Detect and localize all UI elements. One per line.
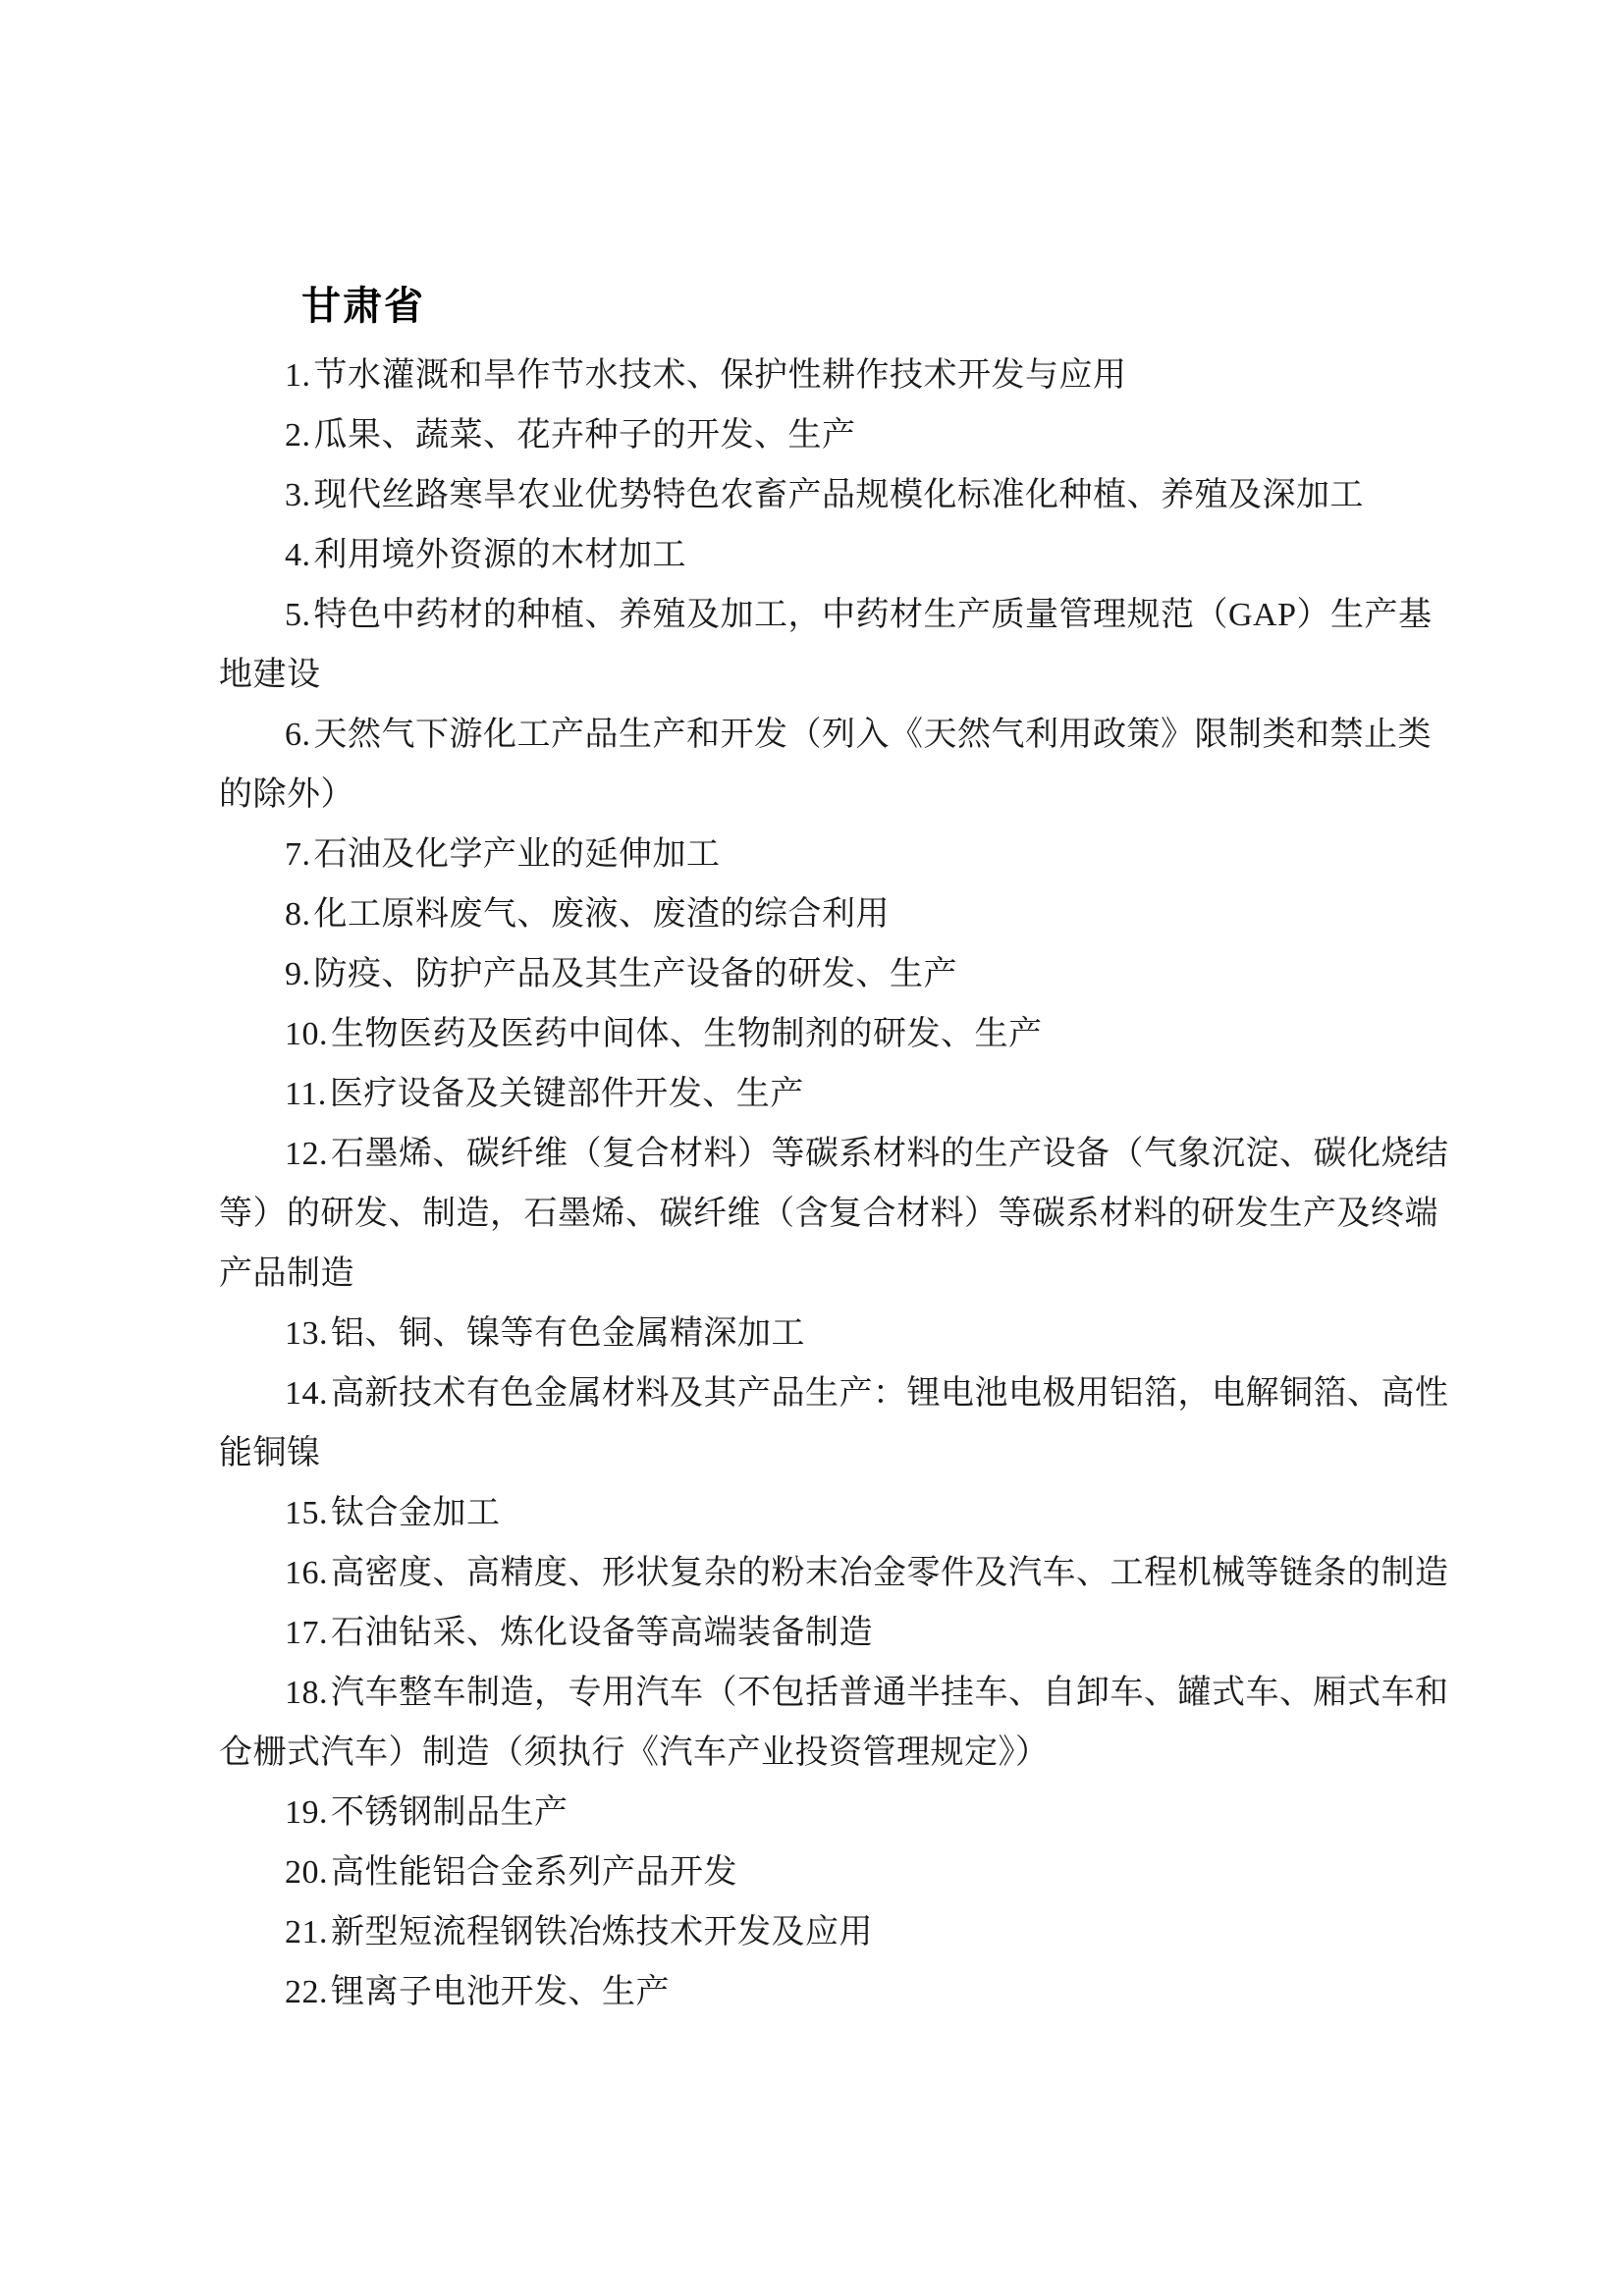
- item-text: 利用境外资源的木材加工: [313, 537, 686, 573]
- item-number: 11.: [285, 1076, 327, 1112]
- item-text: 锂离子电池开发、生产: [331, 1974, 670, 2010]
- list-item: [219, 465, 1457, 525]
- item-wrapped-line: 地建设: [219, 657, 321, 693]
- item-first-line: [219, 1483, 1457, 1543]
- item-text: 不锈钢制品生产: [331, 1794, 568, 1831]
- item-wrapped-line: 仓栅式汽车）制造（须执行《汽车产业投资管理规定》）: [219, 1735, 1050, 1771]
- item-text: 石油钻采、炼化设备等高端装备制造: [331, 1615, 873, 1651]
- item-text: 防疫、防护产品及其生产设备的研发、生产: [313, 956, 957, 992]
- item-number: 13.: [285, 1315, 328, 1352]
- item-number: 10.: [285, 1016, 328, 1052]
- item-first-line: [219, 1663, 1457, 1723]
- item-first-line: [219, 525, 1457, 585]
- list-item: [219, 884, 1457, 944]
- item-text: 医疗设备及关键部件开发、生产: [329, 1076, 804, 1112]
- item-first-line: [219, 1363, 1457, 1423]
- item-first-line: [219, 346, 1457, 405]
- list-item: [219, 525, 1457, 585]
- item-wrapped-line: 的除外）: [219, 776, 354, 813]
- item-text: 新型短流程钢铁冶炼技术开发及应用: [331, 1914, 873, 1950]
- item-first-line: [219, 585, 1457, 645]
- list-item: [219, 1603, 1457, 1663]
- item-number: 4.: [285, 537, 311, 573]
- item-text: 天然气下游化工产品生产和开发（列入《天然气利用政策》限制类和禁止类: [313, 717, 1432, 753]
- item-text: 生物医药及医药中间体、生物制剂的研发、生产: [331, 1016, 1043, 1052]
- item-text: 汽车整车制造，专用汽车（不包括普通半挂车、自卸车、罐式车、厢式车和: [331, 1675, 1449, 1711]
- item-wrapped-line: 能铜镍: [219, 1435, 321, 1471]
- item-text: 节水灌溉和旱作节水技术、保护性耕作技术开发与应用: [313, 357, 1127, 394]
- item-text: 钛合金加工: [331, 1495, 501, 1531]
- item-number: 2.: [285, 417, 311, 454]
- list-item: [219, 346, 1457, 405]
- item-number: 7.: [285, 836, 311, 873]
- item-wrapped-line: 等）的研发、制造，石墨烯、碳纤维（含复合材料）等碳系材料的研发生产及终端: [219, 1196, 1438, 1232]
- item-first-line: [219, 1603, 1457, 1663]
- item-text: 高新技术有色金属材料及其产品生产：锂电池电极用铝箔，电解铜箔、高性: [331, 1375, 1449, 1412]
- list-item: [219, 1124, 1457, 1304]
- item-number: 18.: [285, 1675, 328, 1711]
- list-item: [219, 1363, 1457, 1483]
- item-first-line: [219, 1783, 1457, 1842]
- item-list: [219, 346, 1457, 2022]
- item-number: 9.: [285, 956, 311, 992]
- item-number: 22.: [285, 1974, 328, 2010]
- item-first-line: [219, 1004, 1457, 1064]
- item-number: 14.: [285, 1375, 328, 1412]
- list-item: [219, 1304, 1457, 1363]
- item-wrapped-line: 产品制造: [219, 1255, 354, 1292]
- item-number: 19.: [285, 1794, 328, 1831]
- item-text: 铝、铜、镍等有色金属精深加工: [331, 1315, 805, 1352]
- item-number: 12.: [285, 1136, 328, 1172]
- item-text: 瓜果、蔬菜、花卉种子的开发、生产: [313, 417, 856, 454]
- item-first-line: [219, 1962, 1457, 2022]
- item-number: 8.: [285, 896, 311, 933]
- list-item: [219, 1004, 1457, 1064]
- list-item: [219, 1483, 1457, 1543]
- item-number: 16.: [285, 1555, 328, 1591]
- item-first-line: [219, 944, 1457, 1004]
- list-item: [219, 1962, 1457, 2022]
- item-first-line: [219, 884, 1457, 944]
- item-text: 特色中药材的种植、养殖及加工，中药材生产质量管理规范（GAP）生产基: [313, 597, 1433, 633]
- item-first-line: [219, 1902, 1457, 1962]
- list-item: [219, 825, 1457, 884]
- item-number: 5.: [285, 597, 311, 633]
- item-first-line: [219, 465, 1457, 525]
- item-text: 石墨烯、碳纤维（复合材料）等碳系材料的生产设备（气象沉淀、碳化烧结: [331, 1136, 1449, 1172]
- list-item: [219, 1842, 1457, 1902]
- item-number: 6.: [285, 717, 311, 753]
- list-item: [219, 585, 1457, 705]
- item-first-line: [219, 705, 1457, 765]
- list-item: [219, 1543, 1457, 1603]
- item-number: 1.: [285, 357, 311, 394]
- list-item: [219, 405, 1457, 465]
- item-number: 20.: [285, 1854, 328, 1891]
- item-first-line: [219, 1064, 1457, 1124]
- item-first-line: [219, 1543, 1457, 1603]
- list-item: [219, 705, 1457, 825]
- item-number: 3.: [285, 477, 311, 513]
- item-text: 高性能铝合金系列产品开发: [331, 1854, 737, 1891]
- item-first-line: [219, 405, 1457, 465]
- item-first-line: [219, 1304, 1457, 1363]
- list-item: [219, 1902, 1457, 1962]
- list-item: [219, 1064, 1457, 1124]
- item-text: 石油及化学产业的延伸加工: [313, 836, 721, 873]
- item-first-line: [219, 1124, 1457, 1184]
- item-number: 15.: [285, 1495, 328, 1531]
- item-number: 17.: [285, 1615, 328, 1651]
- list-item: [219, 1663, 1457, 1783]
- item-first-line: [219, 825, 1457, 884]
- item-text: 化工原料废气、废液、废渣的综合利用: [313, 896, 890, 933]
- page-title: 甘肃省: [301, 285, 425, 328]
- item-first-line: [219, 1842, 1457, 1902]
- list-item: [219, 1783, 1457, 1842]
- list-item: [219, 944, 1457, 1004]
- item-text: 现代丝路寒旱农业优势特色农畜产品规模化标准化种植、养殖及深加工: [313, 477, 1364, 513]
- item-number: 21.: [285, 1914, 328, 1950]
- item-text: 高密度、高精度、形状复杂的粉末冶金零件及汽车、工程机械等链条的制造: [331, 1555, 1449, 1591]
